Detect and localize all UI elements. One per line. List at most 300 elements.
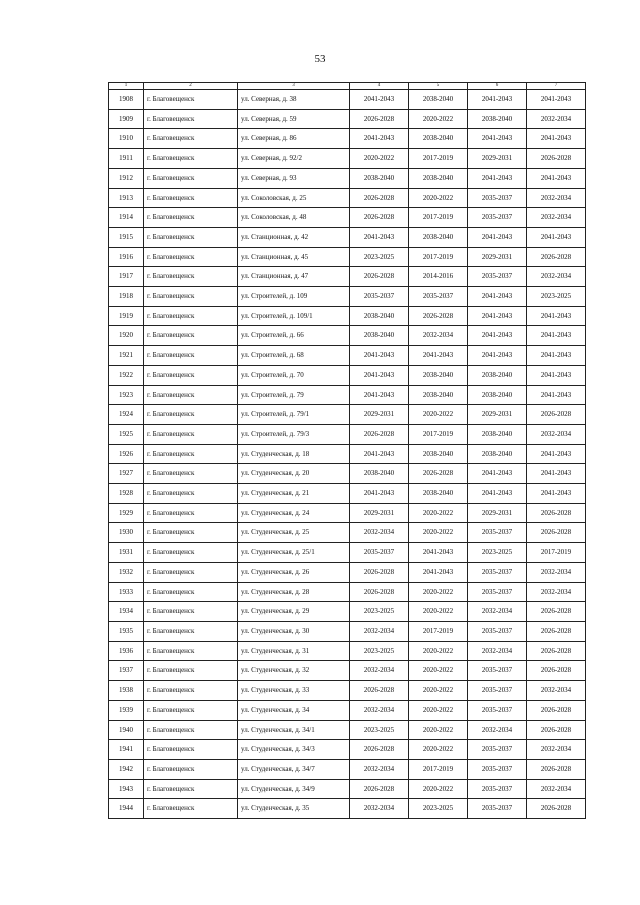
period-cell-col5: 2038-2040 [409,129,468,149]
column-number-header: 1 [109,83,144,90]
period-cell-col4: 2032-2034 [350,661,409,681]
period-cell-col5: 2020-2022 [409,109,468,129]
city-cell: г. Благовещенск [144,129,238,149]
period-cell-col5: 2017-2019 [409,424,468,444]
row-number-cell: 1942 [109,759,144,779]
row-number-cell: 1931 [109,543,144,563]
row-number-cell: 1938 [109,681,144,701]
period-cell-col5: 2017-2019 [409,149,468,169]
row-number-cell: 1925 [109,424,144,444]
city-cell: г. Благовещенск [144,149,238,169]
period-cell-col4: 2023-2025 [350,720,409,740]
city-cell: г. Благовещенск [144,661,238,681]
address-cell: ул. Студенческая, д. 20 [238,464,350,484]
table-row [109,287,586,307]
period-cell-col6: 2035-2037 [468,799,527,819]
row-number-cell: 1933 [109,582,144,602]
table-row [109,405,586,425]
address-cell: ул. Соколовская, д. 48 [238,208,350,228]
period-cell-col7: 2041-2043 [527,365,586,385]
city-cell: г. Благовещенск [144,365,238,385]
row-number-cell: 1922 [109,365,144,385]
period-cell-col7: 2041-2043 [527,129,586,149]
period-cell-col5: 2038-2040 [409,385,468,405]
period-cell-col4: 2041-2043 [350,129,409,149]
period-cell-col7: 2032-2034 [527,582,586,602]
table-row [109,602,586,622]
address-cell: ул. Студенческая, д. 26 [238,562,350,582]
period-cell-col5: 2038-2040 [409,484,468,504]
address-cell: ул. Северная, д. 38 [238,90,350,110]
period-cell-col6: 2035-2037 [468,188,527,208]
table-row [109,621,586,641]
period-cell-col4: 2038-2040 [350,168,409,188]
period-cell-col5: 2038-2040 [409,90,468,110]
address-cell: ул. Строителей, д. 109 [238,287,350,307]
table-row [109,306,586,326]
city-cell: г. Благовещенск [144,267,238,287]
table-row [109,129,586,149]
city-cell: г. Благовещенск [144,109,238,129]
city-cell: г. Благовещенск [144,621,238,641]
period-cell-col5: 2038-2040 [409,444,468,464]
period-cell-col4: 2032-2034 [350,621,409,641]
city-cell: г. Благовещенск [144,523,238,543]
city-cell: г. Благовещенск [144,385,238,405]
period-cell-col4: 2032-2034 [350,523,409,543]
period-cell-col4: 2026-2028 [350,779,409,799]
row-number-cell: 1911 [109,149,144,169]
period-cell-col6: 2041-2043 [468,464,527,484]
period-cell-col7: 2026-2028 [527,641,586,661]
address-cell: ул. Станционная, д. 42 [238,227,350,247]
row-number-cell: 1912 [109,168,144,188]
table-row [109,543,586,563]
period-cell-col5: 2026-2028 [409,306,468,326]
period-cell-col6: 2035-2037 [468,582,527,602]
period-cell-col6: 2038-2040 [468,385,527,405]
period-cell-col4: 2023-2025 [350,247,409,267]
period-cell-col4: 2020-2022 [350,149,409,169]
period-cell-col5: 2038-2040 [409,365,468,385]
table-row [109,326,586,346]
address-cell: ул. Станционная, д. 45 [238,247,350,267]
period-cell-col6: 2035-2037 [468,523,527,543]
period-cell-col7: 2026-2028 [527,523,586,543]
table-header [109,83,586,90]
period-cell-col6: 2041-2043 [468,306,527,326]
period-cell-col4: 2041-2043 [350,346,409,366]
period-cell-col7: 2041-2043 [527,484,586,504]
period-cell-col5: 2020-2022 [409,661,468,681]
period-cell-col5: 2017-2019 [409,759,468,779]
row-number-cell: 1910 [109,129,144,149]
period-cell-col7: 2041-2043 [527,90,586,110]
city-cell: г. Благовещенск [144,503,238,523]
city-cell: г. Благовещенск [144,779,238,799]
period-cell-col6: 2035-2037 [468,661,527,681]
row-number-cell: 1926 [109,444,144,464]
period-cell-col7: 2032-2034 [527,267,586,287]
period-cell-col7: 2026-2028 [527,247,586,267]
city-cell: г. Благовещенск [144,484,238,504]
period-cell-col5: 2020-2022 [409,740,468,760]
address-cell: ул. Студенческая, д. 31 [238,641,350,661]
row-number-cell: 1914 [109,208,144,228]
period-cell-col6: 2032-2034 [468,720,527,740]
period-cell-col4: 2026-2028 [350,740,409,760]
period-cell-col6: 2035-2037 [468,208,527,228]
period-cell-col6: 2041-2043 [468,326,527,346]
period-cell-col7: 2026-2028 [527,602,586,622]
address-cell: ул. Студенческая, д. 25 [238,523,350,543]
period-cell-col6: 2035-2037 [468,562,527,582]
table-row [109,385,586,405]
period-cell-col6: 2041-2043 [468,484,527,504]
period-cell-col5: 2041-2043 [409,346,468,366]
row-number-cell: 1932 [109,562,144,582]
address-cell: ул. Студенческая, д. 24 [238,503,350,523]
period-cell-col5: 2023-2025 [409,799,468,819]
period-cell-col5: 2020-2022 [409,641,468,661]
address-cell: ул. Студенческая, д. 18 [238,444,350,464]
period-cell-col6: 2035-2037 [468,700,527,720]
period-cell-col7: 2023-2025 [527,287,586,307]
period-cell-col7: 2032-2034 [527,208,586,228]
period-cell-col4: 2041-2043 [350,227,409,247]
period-cell-col6: 2041-2043 [468,90,527,110]
table-row [109,424,586,444]
row-number-cell: 1941 [109,740,144,760]
period-cell-col4: 2041-2043 [350,385,409,405]
table-row [109,740,586,760]
period-cell-col7: 2026-2028 [527,621,586,641]
city-cell: г. Благовещенск [144,287,238,307]
table-row [109,582,586,602]
address-cell: ул. Студенческая, д. 34/1 [238,720,350,740]
period-cell-col4: 2035-2037 [350,287,409,307]
column-number-header: 3 [238,83,350,90]
table-row [109,523,586,543]
address-cell: ул. Студенческая, д. 34/3 [238,740,350,760]
period-cell-col5: 2017-2019 [409,247,468,267]
address-cell: ул. Студенческая, д. 34/9 [238,779,350,799]
row-number-cell: 1935 [109,621,144,641]
table-row [109,681,586,701]
row-number-cell: 1913 [109,188,144,208]
column-number-header: 4 [350,83,409,90]
period-cell-col7: 2026-2028 [527,405,586,425]
period-cell-col6: 2035-2037 [468,740,527,760]
city-cell: г. Благовещенск [144,306,238,326]
address-cell: ул. Студенческая, д. 34 [238,700,350,720]
address-cell: ул. Строителей, д. 79/1 [238,405,350,425]
city-cell: г. Благовещенск [144,464,238,484]
period-cell-col6: 2041-2043 [468,168,527,188]
address-cell: ул. Строителей, д. 79/3 [238,424,350,444]
address-cell: ул. Строителей, д. 66 [238,326,350,346]
period-cell-col6: 2035-2037 [468,267,527,287]
table-row [109,562,586,582]
table-row [109,799,586,819]
period-cell-col6: 2032-2034 [468,641,527,661]
period-cell-col6: 2038-2040 [468,424,527,444]
row-number-cell: 1927 [109,464,144,484]
city-cell: г. Благовещенск [144,582,238,602]
period-cell-col4: 2026-2028 [350,267,409,287]
address-cell: ул. Студенческая, д. 28 [238,582,350,602]
period-cell-col6: 2041-2043 [468,346,527,366]
table-row [109,700,586,720]
period-cell-col5: 2038-2040 [409,168,468,188]
table-row [109,444,586,464]
table-row [109,149,586,169]
period-cell-col6: 2038-2040 [468,365,527,385]
period-cell-col5: 2041-2043 [409,543,468,563]
address-cell: ул. Строителей, д. 68 [238,346,350,366]
period-cell-col7: 2041-2043 [527,227,586,247]
city-cell: г. Благовещенск [144,168,238,188]
row-number-cell: 1924 [109,405,144,425]
period-cell-col4: 2041-2043 [350,365,409,385]
city-cell: г. Благовещенск [144,227,238,247]
period-cell-col7: 2032-2034 [527,779,586,799]
table-row [109,779,586,799]
city-cell: г. Благовещенск [144,90,238,110]
period-cell-col6: 2041-2043 [468,129,527,149]
city-cell: г. Благовещенск [144,562,238,582]
period-cell-col4: 2041-2043 [350,484,409,504]
period-cell-col6: 2041-2043 [468,287,527,307]
period-cell-col5: 2020-2022 [409,602,468,622]
address-cell: ул. Северная, д. 92/2 [238,149,350,169]
period-cell-col7: 2017-2019 [527,543,586,563]
address-cell: ул. Строителей, д. 79 [238,385,350,405]
period-cell-col4: 2026-2028 [350,681,409,701]
period-cell-col7: 2041-2043 [527,306,586,326]
row-number-cell: 1920 [109,326,144,346]
period-cell-col7: 2041-2043 [527,464,586,484]
address-cell: ул. Строителей, д. 109/1 [238,306,350,326]
address-cell: ул. Строителей, д. 70 [238,365,350,385]
period-cell-col6: 2032-2034 [468,602,527,622]
period-cell-col4: 2026-2028 [350,562,409,582]
period-cell-col7: 2041-2043 [527,168,586,188]
table-row [109,90,586,110]
city-cell: г. Благовещенск [144,405,238,425]
city-cell: г. Благовещенск [144,444,238,464]
city-cell: г. Благовещенск [144,720,238,740]
column-number-row [109,83,586,90]
period-cell-col4: 2026-2028 [350,109,409,129]
period-cell-col7: 2041-2043 [527,346,586,366]
table-row [109,484,586,504]
city-cell: г. Благовещенск [144,346,238,366]
period-cell-col4: 2026-2028 [350,188,409,208]
period-cell-col6: 2029-2031 [468,503,527,523]
period-cell-col6: 2035-2037 [468,621,527,641]
table-row [109,109,586,129]
city-cell: г. Благовещенск [144,424,238,444]
period-cell-col4: 2041-2043 [350,90,409,110]
period-cell-col7: 2026-2028 [527,700,586,720]
row-number-cell: 1929 [109,503,144,523]
period-cell-col5: 2035-2037 [409,287,468,307]
period-cell-col4: 2023-2025 [350,602,409,622]
table-row [109,247,586,267]
period-cell-col6: 2029-2031 [468,405,527,425]
period-cell-col7: 2032-2034 [527,188,586,208]
period-cell-col7: 2032-2034 [527,740,586,760]
table-row [109,346,586,366]
period-cell-col7: 2026-2028 [527,503,586,523]
row-number-cell: 1919 [109,306,144,326]
address-cell: ул. Северная, д. 86 [238,129,350,149]
period-cell-col6: 2035-2037 [468,681,527,701]
table-row [109,503,586,523]
city-cell: г. Благовещенск [144,740,238,760]
row-number-cell: 1909 [109,109,144,129]
period-cell-col5: 2020-2022 [409,700,468,720]
column-number-header: 5 [409,83,468,90]
row-number-cell: 1923 [109,385,144,405]
period-cell-col7: 2026-2028 [527,799,586,819]
city-cell: г. Благовещенск [144,759,238,779]
row-number-cell: 1917 [109,267,144,287]
address-cell: ул. Студенческая, д. 25/1 [238,543,350,563]
city-cell: г. Благовещенск [144,799,238,819]
address-cell: ул. Студенческая, д. 34/7 [238,759,350,779]
row-number-cell: 1937 [109,661,144,681]
city-cell: г. Благовещенск [144,681,238,701]
address-cell: ул. Студенческая, д. 21 [238,484,350,504]
period-cell-col5: 2041-2043 [409,562,468,582]
table-row [109,168,586,188]
period-cell-col5: 2020-2022 [409,720,468,740]
row-number-cell: 1915 [109,227,144,247]
row-number-cell: 1918 [109,287,144,307]
table-row [109,227,586,247]
period-cell-col6: 2038-2040 [468,109,527,129]
period-cell-col6: 2029-2031 [468,247,527,267]
period-cell-col5: 2032-2034 [409,326,468,346]
city-cell: г. Благовещенск [144,543,238,563]
address-cell: ул. Станционная, д. 47 [238,267,350,287]
period-cell-col7: 2041-2043 [527,326,586,346]
period-cell-col5: 2038-2040 [409,227,468,247]
page-number: 53 [314,53,326,65]
row-number-cell: 1921 [109,346,144,366]
city-cell: г. Благовещенск [144,188,238,208]
period-cell-col7: 2032-2034 [527,424,586,444]
row-number-cell: 1940 [109,720,144,740]
period-cell-col4: 2026-2028 [350,582,409,602]
period-cell-col5: 2014-2016 [409,267,468,287]
period-cell-col5: 2020-2022 [409,503,468,523]
table-row [109,267,586,287]
period-cell-col7: 2032-2034 [527,109,586,129]
period-cell-col5: 2017-2019 [409,621,468,641]
row-number-cell: 1943 [109,779,144,799]
period-cell-col4: 2038-2040 [350,326,409,346]
period-cell-col7: 2041-2043 [527,444,586,464]
row-number-cell: 1936 [109,641,144,661]
row-number-cell: 1939 [109,700,144,720]
address-cell: ул. Северная, д. 93 [238,168,350,188]
period-cell-col7: 2026-2028 [527,661,586,681]
table-row [109,720,586,740]
period-cell-col4: 2035-2037 [350,543,409,563]
period-cell-col6: 2035-2037 [468,779,527,799]
period-cell-col5: 2020-2022 [409,405,468,425]
period-cell-col7: 2032-2034 [527,562,586,582]
table-row [109,641,586,661]
period-cell-col7: 2026-2028 [527,720,586,740]
period-cell-col4: 2041-2043 [350,444,409,464]
address-cell: ул. Студенческая, д. 33 [238,681,350,701]
table-row [109,464,586,484]
table-row [109,661,586,681]
table-row [109,188,586,208]
period-cell-col4: 2029-2031 [350,405,409,425]
column-number-header: 7 [527,83,586,90]
period-cell-col4: 2026-2028 [350,208,409,228]
row-number-cell: 1934 [109,602,144,622]
table-row [109,759,586,779]
address-cell: ул. Студенческая, д. 30 [238,621,350,641]
row-number-cell: 1916 [109,247,144,267]
period-cell-col5: 2020-2022 [409,582,468,602]
period-cell-col7: 2026-2028 [527,759,586,779]
period-cell-col5: 2020-2022 [409,779,468,799]
table-body [109,90,586,819]
period-cell-col6: 2041-2043 [468,227,527,247]
address-cell: ул. Студенческая, д. 35 [238,799,350,819]
period-cell-col7: 2032-2034 [527,681,586,701]
table-row [109,208,586,228]
row-number-cell: 1908 [109,90,144,110]
period-cell-col4: 2038-2040 [350,464,409,484]
period-cell-col6: 2038-2040 [468,444,527,464]
period-cell-col5: 2020-2022 [409,523,468,543]
period-cell-col4: 2032-2034 [350,700,409,720]
city-cell: г. Благовещенск [144,602,238,622]
column-number-header: 6 [468,83,527,90]
period-cell-col5: 2020-2022 [409,681,468,701]
address-cell: ул. Студенческая, д. 29 [238,602,350,622]
housing-register-table [108,82,586,819]
city-cell: г. Благовещенск [144,326,238,346]
period-cell-col4: 2023-2025 [350,641,409,661]
address-cell: ул. Северная, д. 59 [238,109,350,129]
period-cell-col4: 2032-2034 [350,759,409,779]
address-cell: ул. Соколовская, д. 25 [238,188,350,208]
city-cell: г. Благовещенск [144,641,238,661]
column-number-header: 2 [144,83,238,90]
address-cell: ул. Студенческая, д. 32 [238,661,350,681]
city-cell: г. Благовещенск [144,208,238,228]
period-cell-col4: 2029-2031 [350,503,409,523]
period-cell-col6: 2035-2037 [468,759,527,779]
row-number-cell: 1930 [109,523,144,543]
period-cell-col6: 2023-2025 [468,543,527,563]
period-cell-col6: 2029-2031 [468,149,527,169]
period-cell-col7: 2041-2043 [527,385,586,405]
city-cell: г. Благовещенск [144,700,238,720]
period-cell-col5: 2020-2022 [409,188,468,208]
period-cell-col4: 2026-2028 [350,424,409,444]
period-cell-col5: 2017-2019 [409,208,468,228]
